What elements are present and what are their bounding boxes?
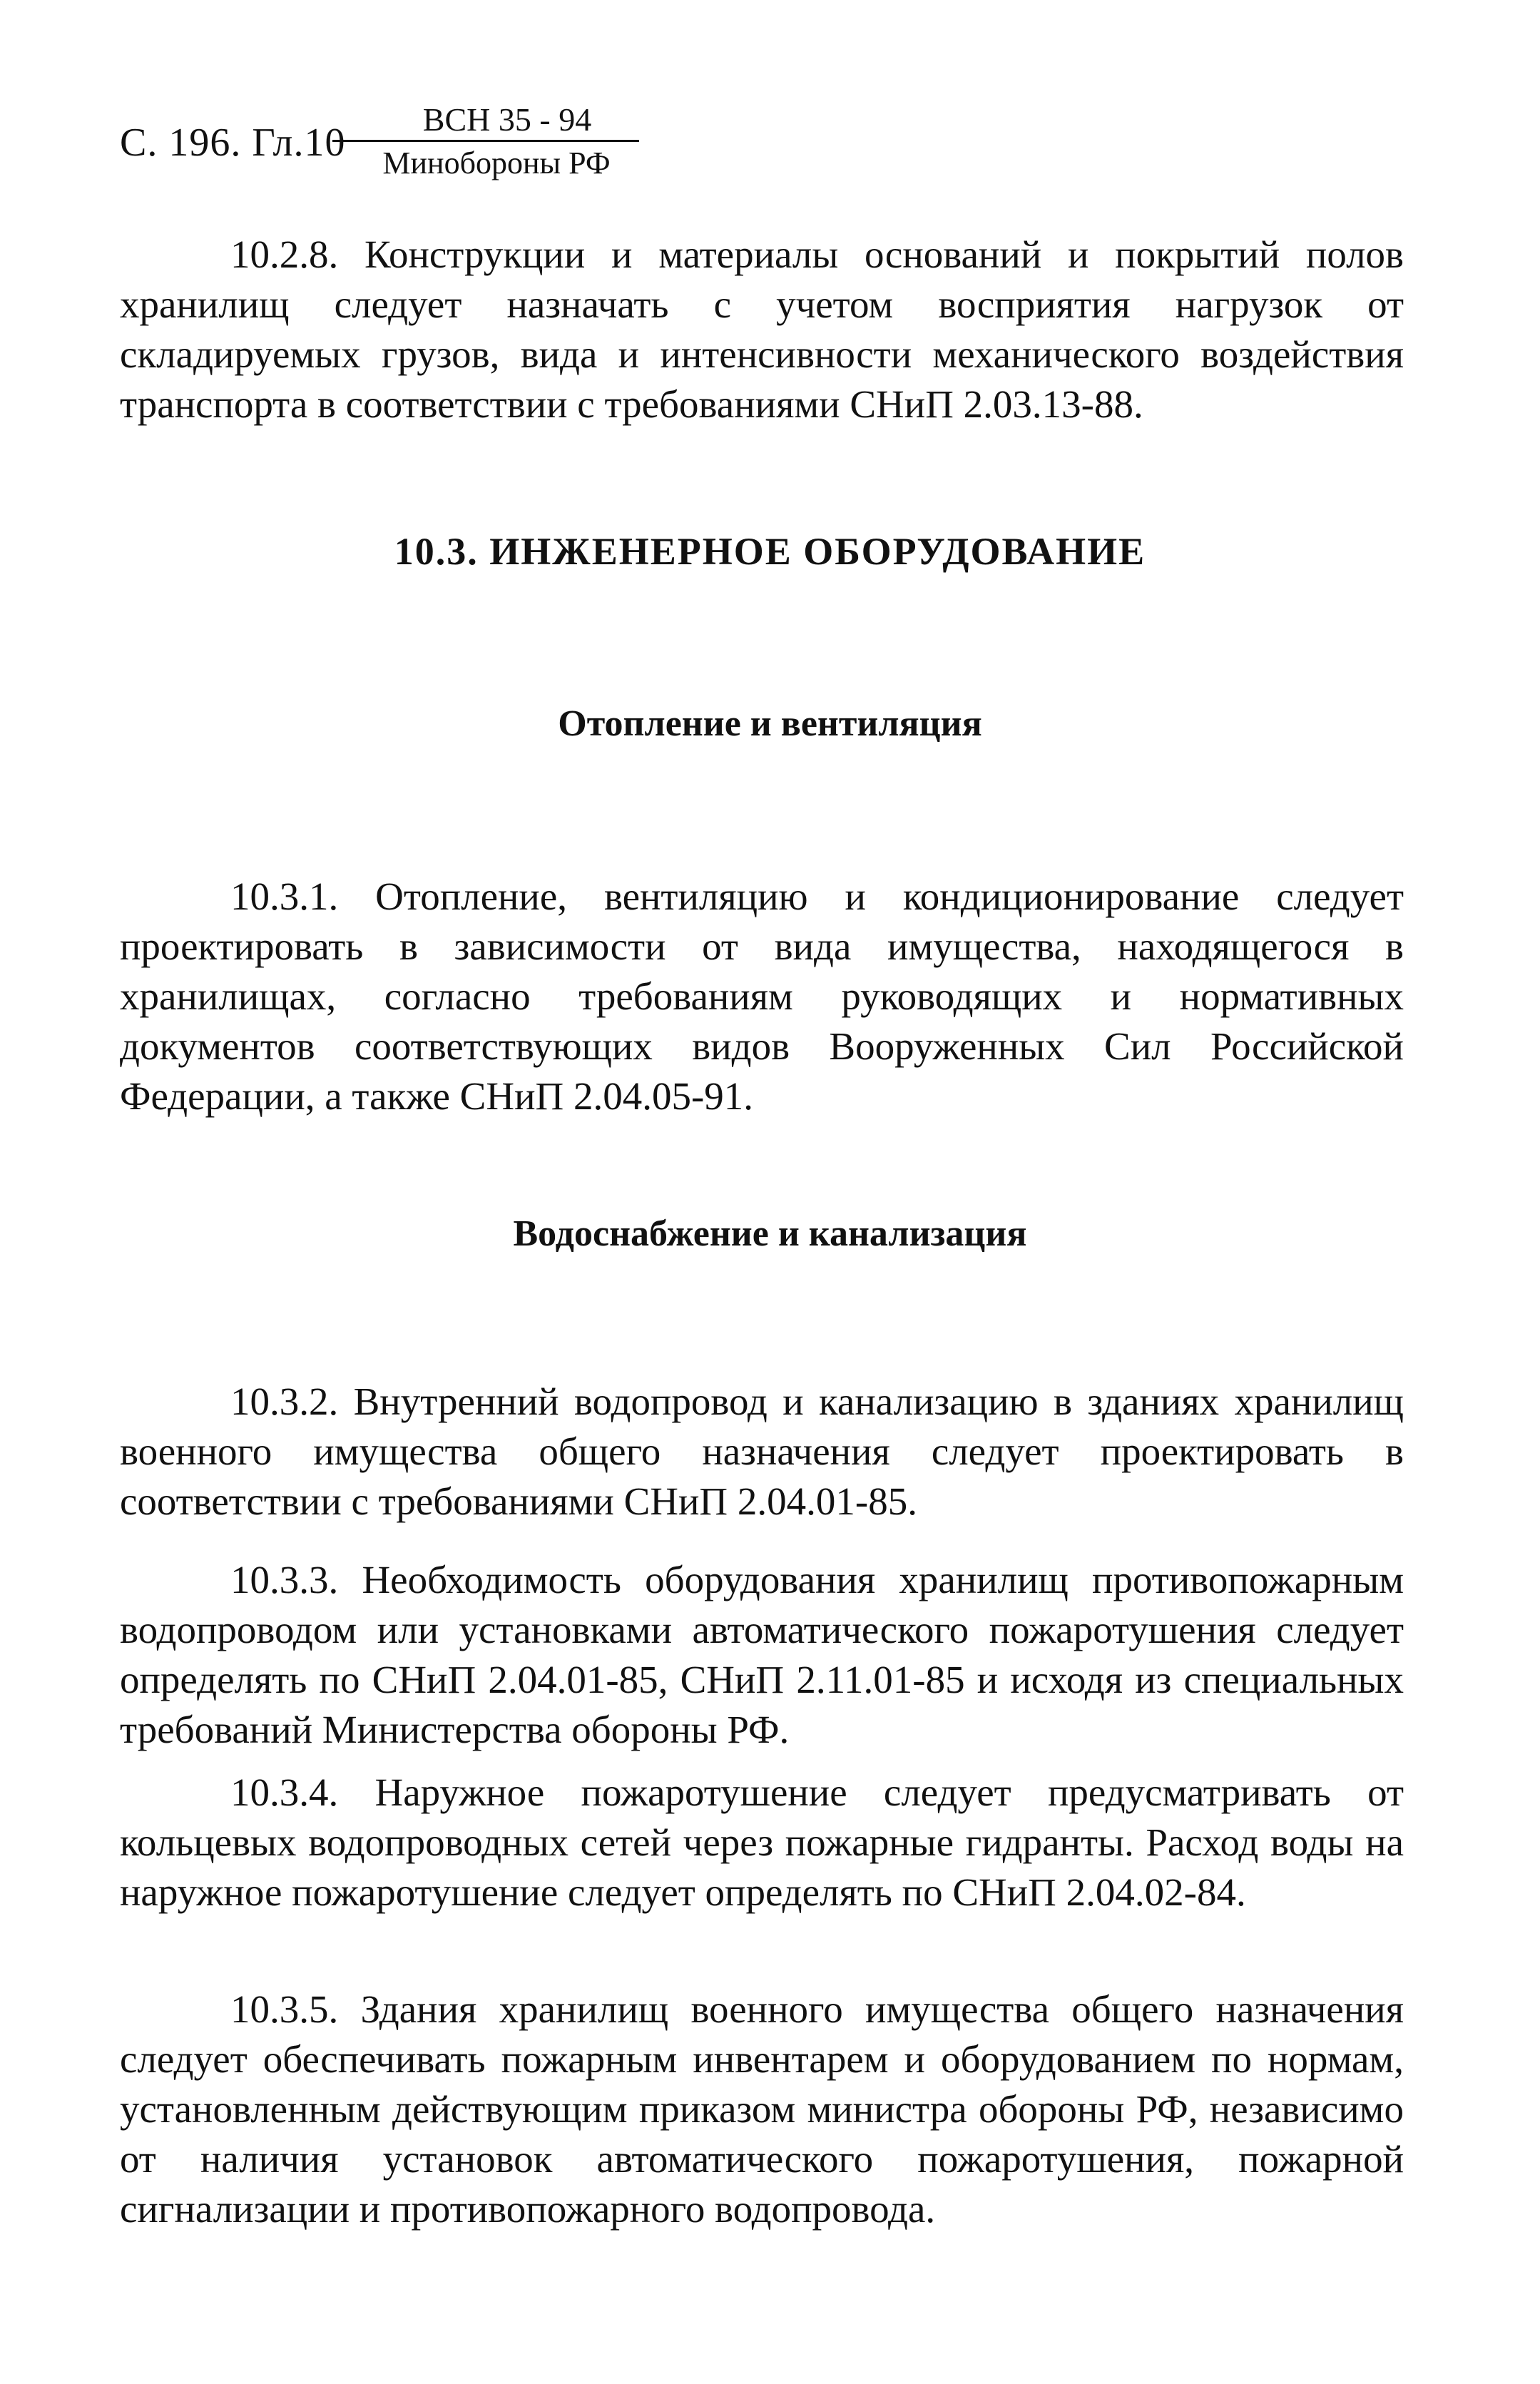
paragraph-number: 10.3.3. [230,1558,339,1601]
paragraph-number: 10.3.4. [230,1771,339,1814]
document-code: ВСН 35 - 94 [422,101,592,138]
subheading-water-sewerage: Водоснабжение и канализация [513,1213,1027,1254]
paragraph-text: Здания хранилищ военного имущества общего назначения следует обеспечивать пожарным инвентарем и оборудованием по нормам, установленным действующим приказом министра обороны РФ, независимо от наличия установок автоматического пожаротушения, пожарной сигнализации и противопожарного водопровода. [120,1987,1404,2231]
page-reference: С. 196. Гл.10 [120,121,346,165]
paragraph-number: 10.3.2. [230,1380,339,1423]
ministry-name: Минобороны РФ [382,146,611,180]
paragraph-number: 10.2.8. [230,233,339,276]
paragraph-10-3-4 [120,1768,1404,1917]
section-title: 10.3. ИНЖЕНЕРНОЕ ОБОРУДОВАНИЕ [394,530,1146,573]
paragraph-10-3-3 [120,1555,1404,1755]
paragraph-text: Внутренний водопровод и канализацию в зданиях хранилищ военного имущества общего назначения следует проектировать в соответствии с требованиями СНиП 2.04.01-85. [120,1380,1404,1523]
paragraph-text: Наружное пожаротушение следует предусматривать от кольцевых водопроводных сетей через пожарные гидранты. Расход воды на наружное пожаротушение следует определять по СНиП 2.04.02-84. [120,1771,1404,1914]
paragraph-number: 10.3.5. [230,1987,339,2031]
paragraph-text: Конструкции и материалы оснований и покрытий полов хранилищ следует назначать с учетом восприятия нагрузок от складируемых грузов, вида и интенсивности механического воздействия транспорта в соответствии с требованиями СНиП 2.03.13-88. [120,233,1404,426]
subheading-heating-ventilation: Отопление и вентиляция [558,703,982,744]
paragraph-text: Необходимость оборудования хранилищ противопожарным водопроводом или установками автоматического пожаротушения следует определять по СНиП 2.04.01-85, СНиП 2.11.01-85 и исходя из специальных требований Министерства обороны РФ. [120,1558,1404,1751]
paragraph-10-3-2 [120,1377,1404,1527]
paragraph-10-2-8 [120,230,1404,429]
document-code-fraction [347,100,639,185]
page-header [120,100,662,185]
paragraph-number: 10.3.1. [230,875,339,918]
paragraph-10-3-5 [120,1985,1404,2234]
paragraph-text: Отопление, вентиляцию и кондиционирование следует проектировать в зависимости от вида имущества, находящегося в хранилищах, согласно требованиям руководящих и нормативных документов соответствующих видов Вооруженных Сил Российской Федерации, а также СНиП 2.04.05-91. [120,875,1404,1118]
paragraph-10-3-1 [120,872,1404,1121]
